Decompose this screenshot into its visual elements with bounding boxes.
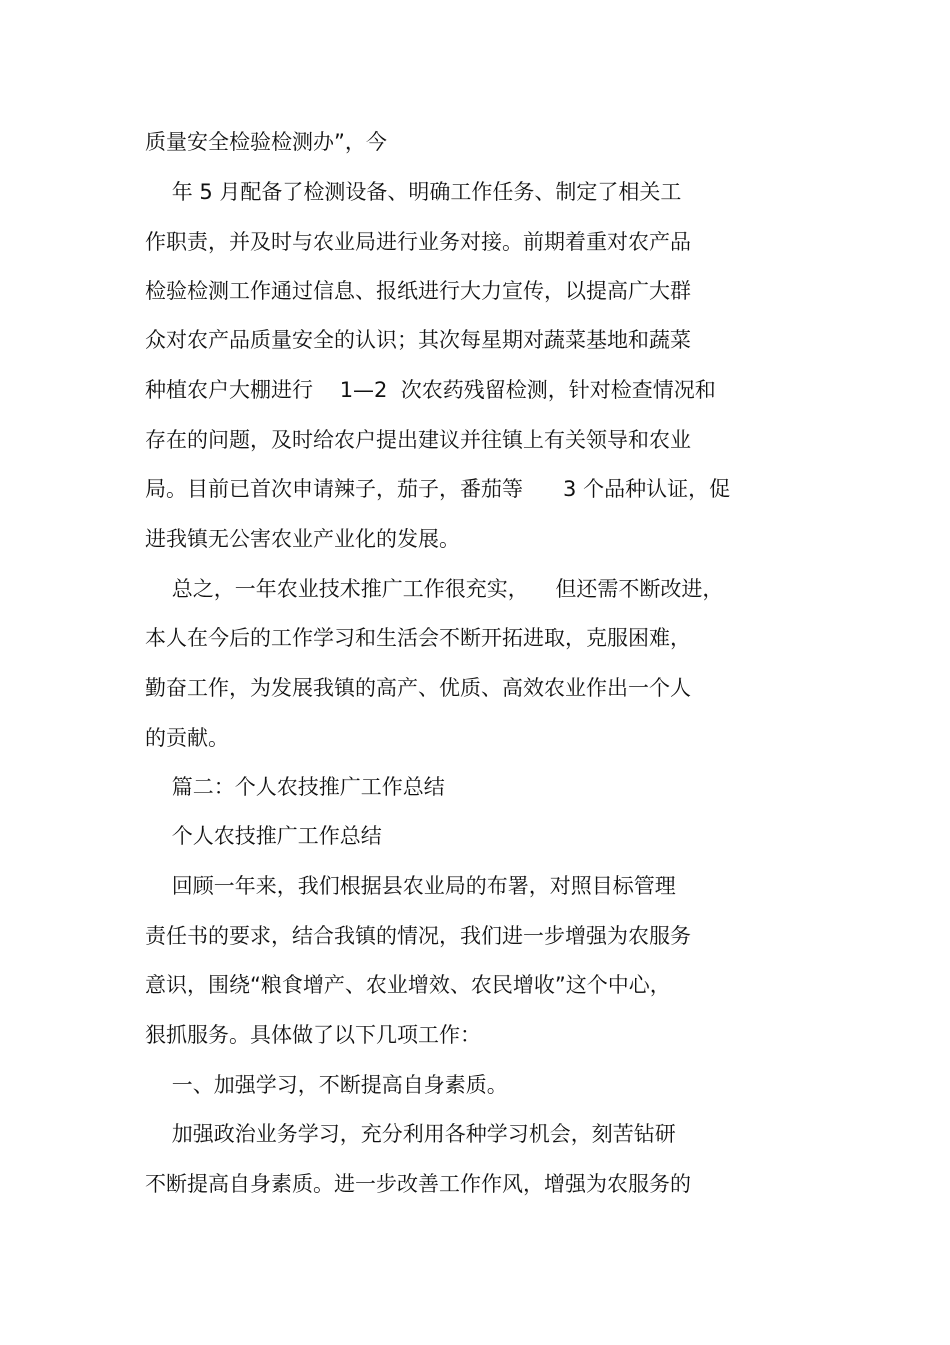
text-line: 作职责，并及时与农业局进行业务对接。前期着重对农产品 [145, 230, 691, 254]
text-line: 总之，一年农业技术推广工作很充实， 但还需不断改进， [145, 577, 724, 601]
text-line: 检验检测工作通过信息、报纸进行大力宣传，以提高广大群 [145, 279, 691, 303]
text-line: 的贡献。 [145, 726, 229, 750]
text-line: 本人在今后的工作学习和生活会不断开拓进取，克服困难， [145, 626, 691, 650]
text-line: 存在的问题，及时给农户提出建议并往镇上有关领导和农业 [145, 428, 691, 452]
text-line: 责任书的要求，结合我镇的情况，我们进一步增强为农服务 [145, 924, 691, 948]
text-line: 年 5 月配备了检测设备、明确工作任务、制定了相关工 [145, 180, 682, 204]
subsection-heading: 一、加强学习，不断提高自身素质。 [145, 1073, 508, 1097]
text-line: 种植农户大棚进行 1—2 次农药残留检测，针对检查情况和 [145, 378, 716, 402]
text-line: 意识，围绕“粮食增产、农业增效、农民增收”这个中心， [145, 973, 671, 997]
text-line: 局。目前已首次申请辣子，茄子，番茄等 3 个品种认证，促 [145, 477, 731, 501]
text-line: 众对农产品质量安全的认识；其次每星期对蔬菜基地和蔬菜 [145, 328, 691, 352]
text-line: 狠抓服务。具体做了以下几项工作： [145, 1023, 481, 1047]
text-line: 质量安全检验检测办”，今 [145, 130, 387, 154]
text-line: 回顾一年来，我们根据县农业局的布署，对照目标管理 [145, 874, 676, 898]
section-heading: 篇二：个人农技推广工作总结 [145, 775, 445, 799]
text-line: 加强政治业务学习，充分利用各种学习机会，刻苦钻研 [145, 1122, 676, 1146]
text-line: 不断提高自身素质。进一步改善工作作风，增强为农服务的 [145, 1172, 691, 1196]
text-line: 勤奋工作，为发展我镇的高产、优质、高效农业作出一个人 [145, 676, 691, 700]
text-line: 进我镇无公害农业产业化的发展。 [145, 527, 460, 551]
section-title: 个人农技推广工作总结 [145, 824, 382, 848]
